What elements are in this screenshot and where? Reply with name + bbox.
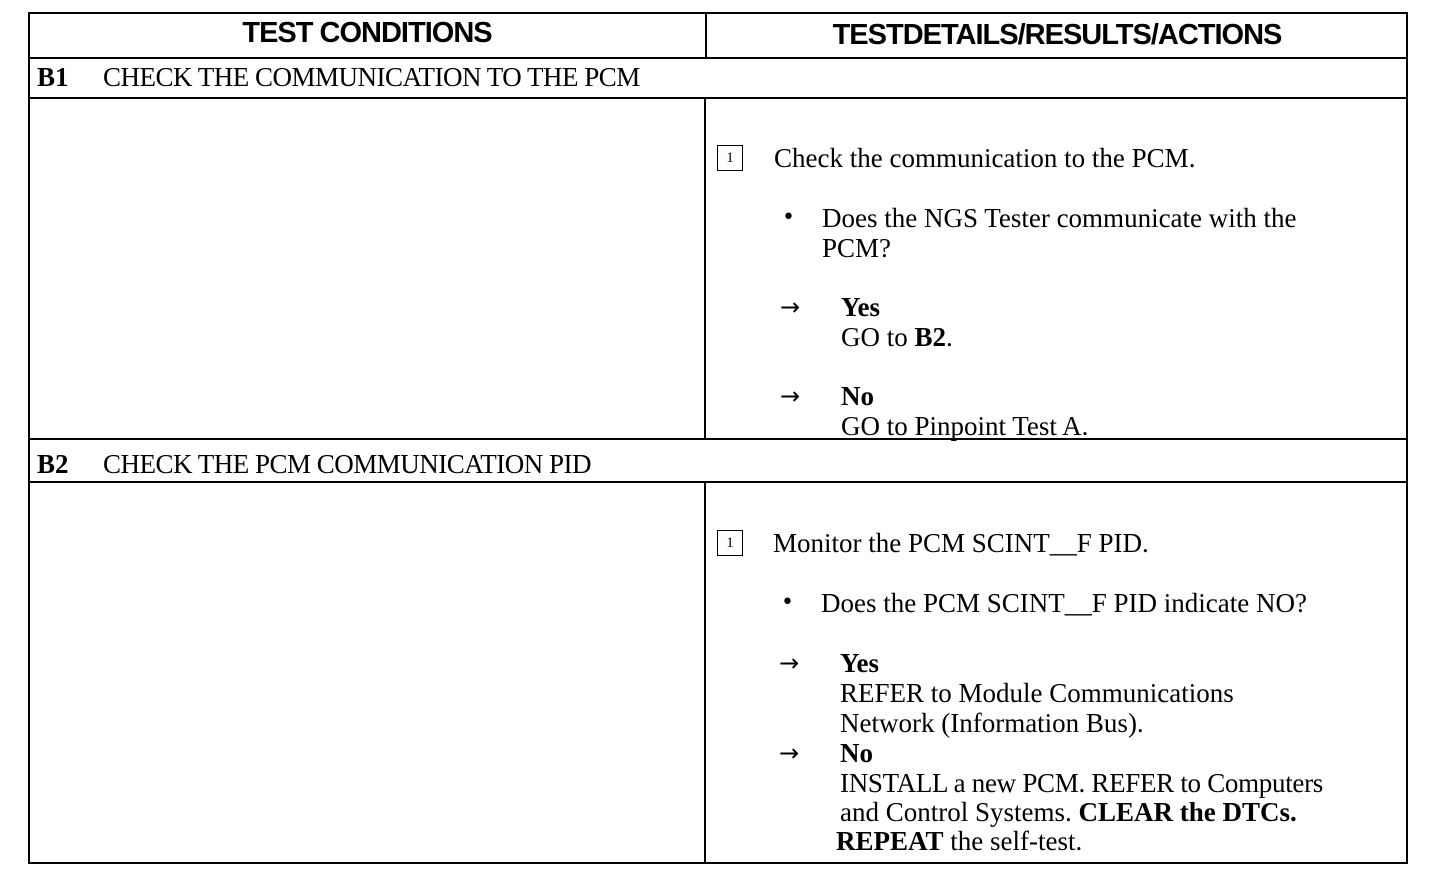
- b2-yes-action-line2: Network (Information Bus).: [840, 708, 1144, 738]
- b2-substep-number: 1: [717, 530, 743, 556]
- b2-title-rule: [28, 481, 1408, 483]
- b1-question-line1: Does the NGS Tester communicate with the: [822, 203, 1297, 233]
- b2-top-rule: [28, 438, 1408, 440]
- b2-no-action-line3: [836, 826, 1082, 856]
- b1-yes-arrow-icon: →: [780, 293, 801, 321]
- b2-no-action-line2-bold: CLEAR the DTCs.: [1078, 797, 1297, 827]
- b1-no-label: No: [841, 381, 874, 411]
- b1-substep-number: 1: [717, 145, 743, 171]
- b2-yes-action-line1: REFER to Module Communications: [840, 678, 1234, 708]
- b1-step-title: CHECK THE COMMUNICATION TO THE PCM: [103, 62, 640, 92]
- b2-yes-label: Yes: [840, 648, 879, 678]
- header-rule: [28, 57, 1408, 59]
- b2-no-action-line1: INSTALL a new PCM. REFER to Computers: [840, 768, 1323, 798]
- b1-yes-label: Yes: [841, 292, 880, 322]
- b2-no-action-line3-text: the self-test.: [943, 826, 1083, 856]
- b1-instruction: Check the communication to the PCM.: [774, 143, 1196, 173]
- b1-yes-action: [841, 322, 953, 352]
- b1-bullet-icon: •: [782, 205, 795, 230]
- b2-question: Does the PCM SCINT__F PID indicate NO?: [821, 588, 1307, 618]
- b1-no-arrow-icon: →: [780, 382, 801, 410]
- b1-no-action: GO to Pinpoint Test A.: [841, 411, 1089, 441]
- b1-yes-action-prefix: GO to: [841, 322, 915, 352]
- b1-step-id: B1: [37, 62, 69, 92]
- b2-column-divider: [704, 481, 706, 864]
- b1-question-line2: PCM?: [822, 233, 892, 263]
- b2-instruction: Monitor the PCM SCINT__F PID.: [773, 528, 1149, 558]
- b2-bullet-icon: •: [781, 590, 794, 615]
- b1-column-divider: [704, 97, 706, 439]
- table-border-top: [28, 12, 1408, 14]
- b1-title-rule: [28, 97, 1408, 99]
- b2-step-title: CHECK THE PCM COMMUNICATION PID: [103, 449, 592, 479]
- b2-yes-arrow-icon: →: [779, 649, 800, 677]
- b2-no-action-line2: [840, 797, 1297, 827]
- b2-no-arrow-icon: →: [779, 739, 800, 767]
- b1-yes-action-suffix: .: [946, 322, 953, 352]
- b2-no-action-line3-bold: REPEAT: [836, 826, 944, 856]
- b2-step-id: B2: [37, 449, 69, 479]
- header-test-conditions: TEST CONDITIONS: [242, 17, 492, 49]
- header-test-details: TESTDETAILS/RESULTS/ACTIONS: [832, 19, 1282, 51]
- b2-no-action-line2-text: and Control Systems.: [840, 797, 1079, 827]
- table-border-bottom: [28, 862, 1408, 864]
- b2-no-label: No: [840, 738, 873, 768]
- b1-yes-action-link: B2: [914, 322, 947, 352]
